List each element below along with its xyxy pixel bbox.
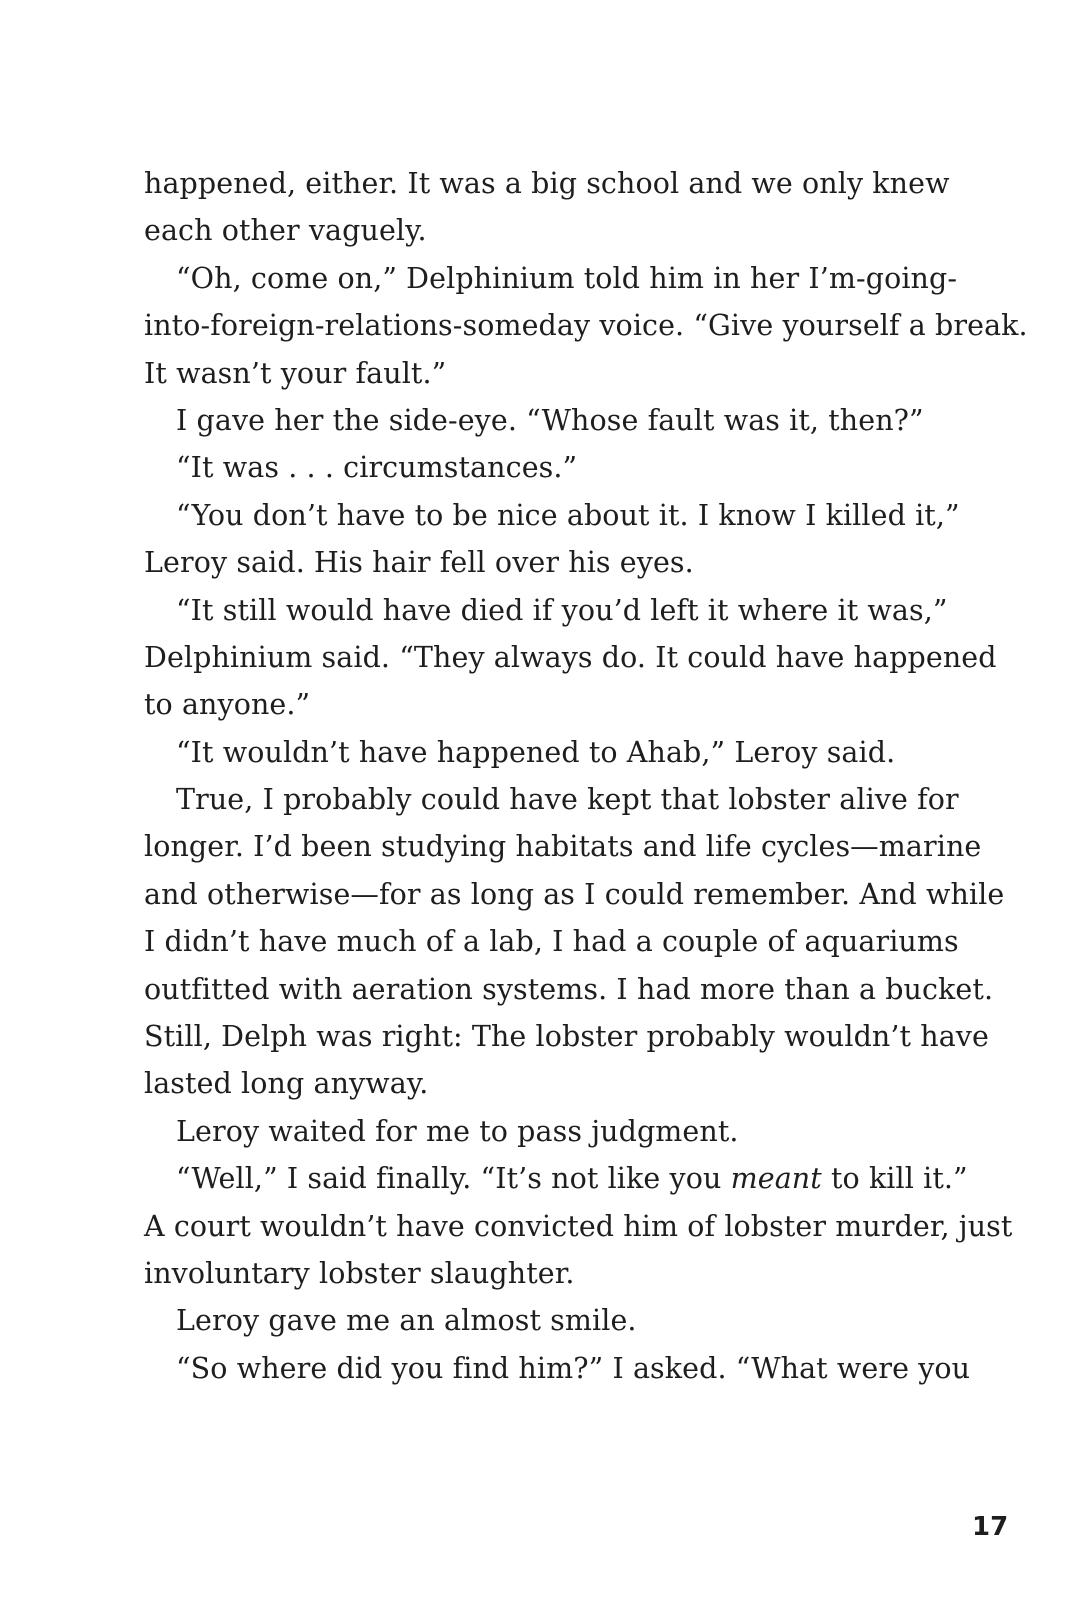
text-line: “It still would have died if you’d left it where it was,” [176, 593, 948, 627]
text-line: Leroy gave me an almost smile. [176, 1304, 637, 1338]
text-line: A court wouldn’t have convicted him of lobster murder, just [144, 1209, 1013, 1243]
text-line: “You don’t have to be nice about it. I know I killed it,” [176, 498, 960, 532]
text-line: Leroy waited for me to pass judgment. [176, 1114, 739, 1148]
text-line: longer. I’d been studying habitats and life cycles—marine [144, 830, 982, 864]
text-line: It wasn’t your fault.” [144, 356, 447, 390]
text-line: I didn’t have much of a lab, I had a couple of aquariums [144, 925, 959, 959]
text-line: Delphinium said. “They always do. It could have happened [144, 640, 997, 674]
text-segment: “Well,” I said finally. “It’s not like you [176, 1162, 731, 1196]
text-line: “So where did you find him?” I asked. “What were you [176, 1351, 971, 1385]
text-line: “Oh, come on,” Delphinium told him in her I’m-going- [176, 261, 958, 295]
text-segment: to kill it.” [821, 1162, 968, 1196]
text-line: and otherwise—for as long as I could remember. And while [144, 877, 1005, 911]
text-line: True, I probably could have kept that lobster alive for [176, 783, 959, 817]
text-line: involuntary lobster slaughter. [144, 1256, 575, 1290]
text-line: each other vaguely. [144, 214, 427, 248]
body-text [144, 160, 1028, 1392]
text-line: happened, either. It was a big school and we only knew [144, 167, 950, 200]
text-line: lasted long anyway. [144, 1067, 429, 1101]
emphasized-word: meant [730, 1162, 822, 1196]
text-line: into-foreign-relations-someday voice. “Give yourself a break. [144, 309, 1028, 343]
text-line-with-emphasis [144, 1155, 968, 1202]
text-line: outfitted with aeration systems. I had more than a bucket. [144, 972, 994, 1006]
text-line: “It was . . . circumstances.” [176, 451, 578, 485]
text-line: I gave her the side-eye. “Whose fault was it, then?” [176, 403, 924, 437]
text-line: Leroy said. His hair fell over his eyes. [144, 546, 694, 580]
page-number: 17 [972, 1512, 1009, 1542]
text-line: “It wouldn’t have happened to Ahab,” Leroy said. [176, 735, 896, 769]
text-line: Still, Delph was right: The lobster probably wouldn’t have [144, 1020, 989, 1054]
text-line: to anyone.” [144, 688, 311, 722]
